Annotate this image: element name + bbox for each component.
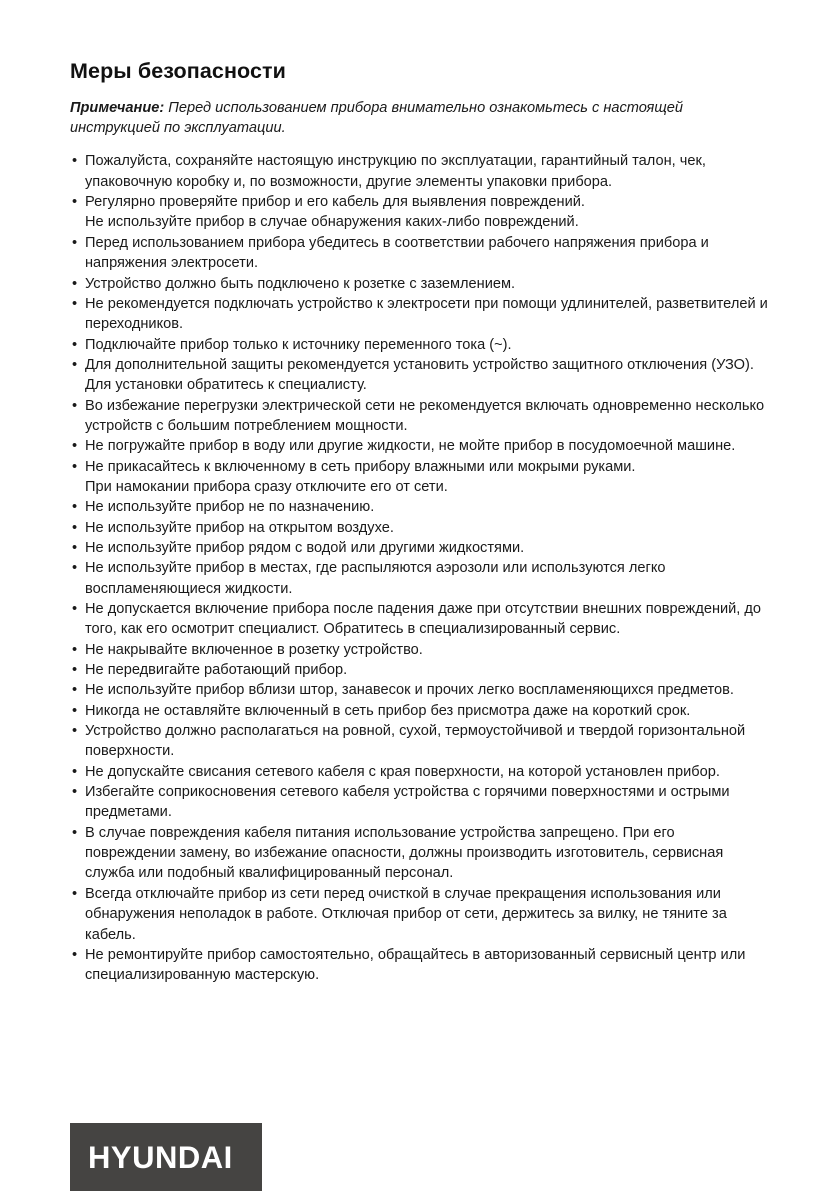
list-item	[70, 782, 769, 823]
list-item-text: Во избежание перегрузки электрической сети не рекомендуется включать одновременно несколько устройств с большим потреблением мощности.	[85, 397, 765, 434]
list-item	[70, 680, 769, 700]
list-item-text: Избегайте соприкосновения сетевого кабеля устройства с горячими поверхностями и острыми предметами.	[85, 784, 730, 821]
list-item-text: Не передвигайте работающий прибор.	[85, 662, 348, 679]
list-item-text: Для дополнительной защиты рекомендуется установить устройство защитного отключения (УЗО). Для установки обратитесь к специалисту.	[85, 356, 754, 394]
list-item-text: Не погружайте прибор в воду или другие жидкости, не мойте прибор в посудомоечной машине.	[85, 438, 736, 455]
bullet-marker-icon: •	[72, 356, 78, 373]
bullet-marker-icon: •	[72, 539, 78, 556]
list-item	[70, 233, 769, 274]
list-item-text: Не прикасайтесь к включенному в сеть прибору влажными или мокрыми руками. При намокании прибора сразу отключите его от сети.	[85, 458, 636, 495]
list-item-text: Не накрывайте включенное в розетку устройство.	[85, 641, 423, 658]
list-item	[70, 599, 769, 640]
bullet-marker-icon: •	[72, 275, 78, 292]
bullet-marker-icon: •	[72, 682, 78, 699]
bullet-marker-icon: •	[72, 560, 78, 577]
list-item	[70, 762, 769, 782]
list-item	[70, 660, 769, 680]
list-item	[70, 884, 769, 945]
list-item-text: Не используйте прибор не по назначению.	[85, 499, 375, 516]
document-body	[70, 60, 770, 986]
list-item	[70, 518, 769, 538]
bullet-marker-icon: •	[72, 295, 78, 312]
list-item-text: Перед использованием прибора убедитесь в соответствии рабочего напряжения прибора и напряжения электросети.	[85, 234, 709, 272]
list-item-text: Регулярно проверяйте прибор и его кабель для выявления повреждений. Не используйте прибор в случае обнаружения каких-либо повреждений.	[85, 194, 585, 231]
list-item	[70, 436, 769, 456]
list-item-text: В случае повреждения кабеля питания использование устройства запрещено. При его повреждении замену, во избежание опасности, должны производить изготовитель, сервисная служба или подобный квалифицированный персонал.	[85, 824, 724, 882]
list-item-text: Устройство должно быть подключено к розетке с заземлением.	[85, 275, 516, 292]
list-item	[70, 355, 769, 396]
bullet-marker-icon: •	[72, 397, 78, 414]
safety-instructions-list	[70, 151, 769, 985]
bullet-marker-icon: •	[72, 763, 78, 780]
list-item	[70, 497, 769, 517]
list-item-text: Не рекомендуется подключать устройство к электросети при помощи удлинителей, разветвителей и переходников.	[85, 295, 768, 333]
bullet-marker-icon: •	[72, 234, 78, 251]
list-item	[70, 721, 769, 762]
list-item-text: Не ремонтируйте прибор самостоятельно, обращайтесь в авторизованный сервисный центр или специализированную мастерскую.	[85, 946, 746, 984]
list-item-text: Не допускается включение прибора после падения даже при отсутствии внешних повреждений, до того, как его осмотрит специалист. Обратитесь в специализированный сервис.	[85, 601, 762, 638]
list-item-text: Не используйте прибор на открытом воздухе.	[85, 519, 394, 536]
bullet-marker-icon: •	[72, 641, 78, 658]
list-item	[70, 945, 769, 986]
bullet-marker-icon: •	[72, 601, 78, 618]
bullet-marker-icon: •	[72, 946, 78, 963]
list-item	[70, 151, 769, 192]
bullet-marker-icon: •	[72, 662, 78, 679]
bullet-marker-icon: •	[72, 723, 78, 740]
list-item-text: Всегда отключайте прибор из сети перед очисткой в случае прекращения использования или обнаружения неполадок в работе. Отключая прибор от сети, держитесь за вилку, не тяните за кабель.	[85, 885, 727, 943]
list-item	[70, 294, 769, 335]
list-item-text: Подключайте прибор только к источнику переменного тока (~).	[85, 336, 512, 353]
bullet-marker-icon: •	[72, 153, 78, 170]
list-item	[70, 274, 769, 294]
note-paragraph	[70, 98, 769, 139]
note-label: Примечание:	[70, 99, 165, 116]
list-item	[70, 396, 769, 437]
list-item	[70, 192, 769, 233]
list-item	[70, 457, 769, 498]
bullet-marker-icon: •	[72, 784, 78, 801]
list-item	[70, 558, 769, 599]
hyundai-logo	[70, 1123, 262, 1191]
list-item	[70, 538, 769, 558]
bullet-marker-icon: •	[72, 194, 78, 211]
list-item	[70, 823, 769, 884]
list-item	[70, 640, 769, 660]
bullet-marker-icon: •	[72, 885, 78, 902]
bullet-marker-icon: •	[72, 824, 78, 841]
bullet-marker-icon: •	[72, 702, 78, 719]
list-item-text: Устройство должно располагаться на ровной, сухой, термоустойчивой и твердой горизонтальной поверхности.	[85, 723, 746, 760]
bullet-marker-icon: •	[72, 458, 78, 475]
list-item-text: Пожалуйста, сохраняйте настоящую инструкцию по эксплуатации, гарантийный талон, чек, упаковочную коробку и, по возможности, другие элементы упаковки прибора.	[85, 153, 706, 190]
bullet-marker-icon: •	[72, 336, 78, 353]
list-item-text: Никогда не оставляйте включенный в сеть прибор без присмотра даже на короткий срок.	[85, 702, 691, 719]
list-item-text: Не используйте прибор рядом с водой или другими жидкостями.	[85, 539, 525, 556]
page-title: Меры безопасности	[70, 59, 286, 83]
list-item	[70, 701, 769, 721]
bullet-marker-icon: •	[72, 519, 78, 536]
bullet-marker-icon: •	[72, 499, 78, 516]
list-item-text: Не используйте прибор в местах, где распыляются аэрозоли или используются легко воспламеняющиеся жидкости.	[85, 560, 666, 597]
bullet-marker-icon: •	[72, 438, 78, 455]
list-item-text: Не используйте прибор вблизи штор, занавесок и прочих легко воспламеняющихся предметов.	[85, 682, 734, 699]
note-text: Перед использованием прибора внимательно ознакомьтесь с настоящей инструкцией по эксплуатации.	[70, 99, 684, 137]
list-item	[70, 335, 769, 355]
hyundai-logo-text: HYUNDAI	[88, 1139, 233, 1175]
list-item-text: Не допускайте свисания сетевого кабеля с края поверхности, на которой установлен прибор.	[85, 763, 720, 780]
